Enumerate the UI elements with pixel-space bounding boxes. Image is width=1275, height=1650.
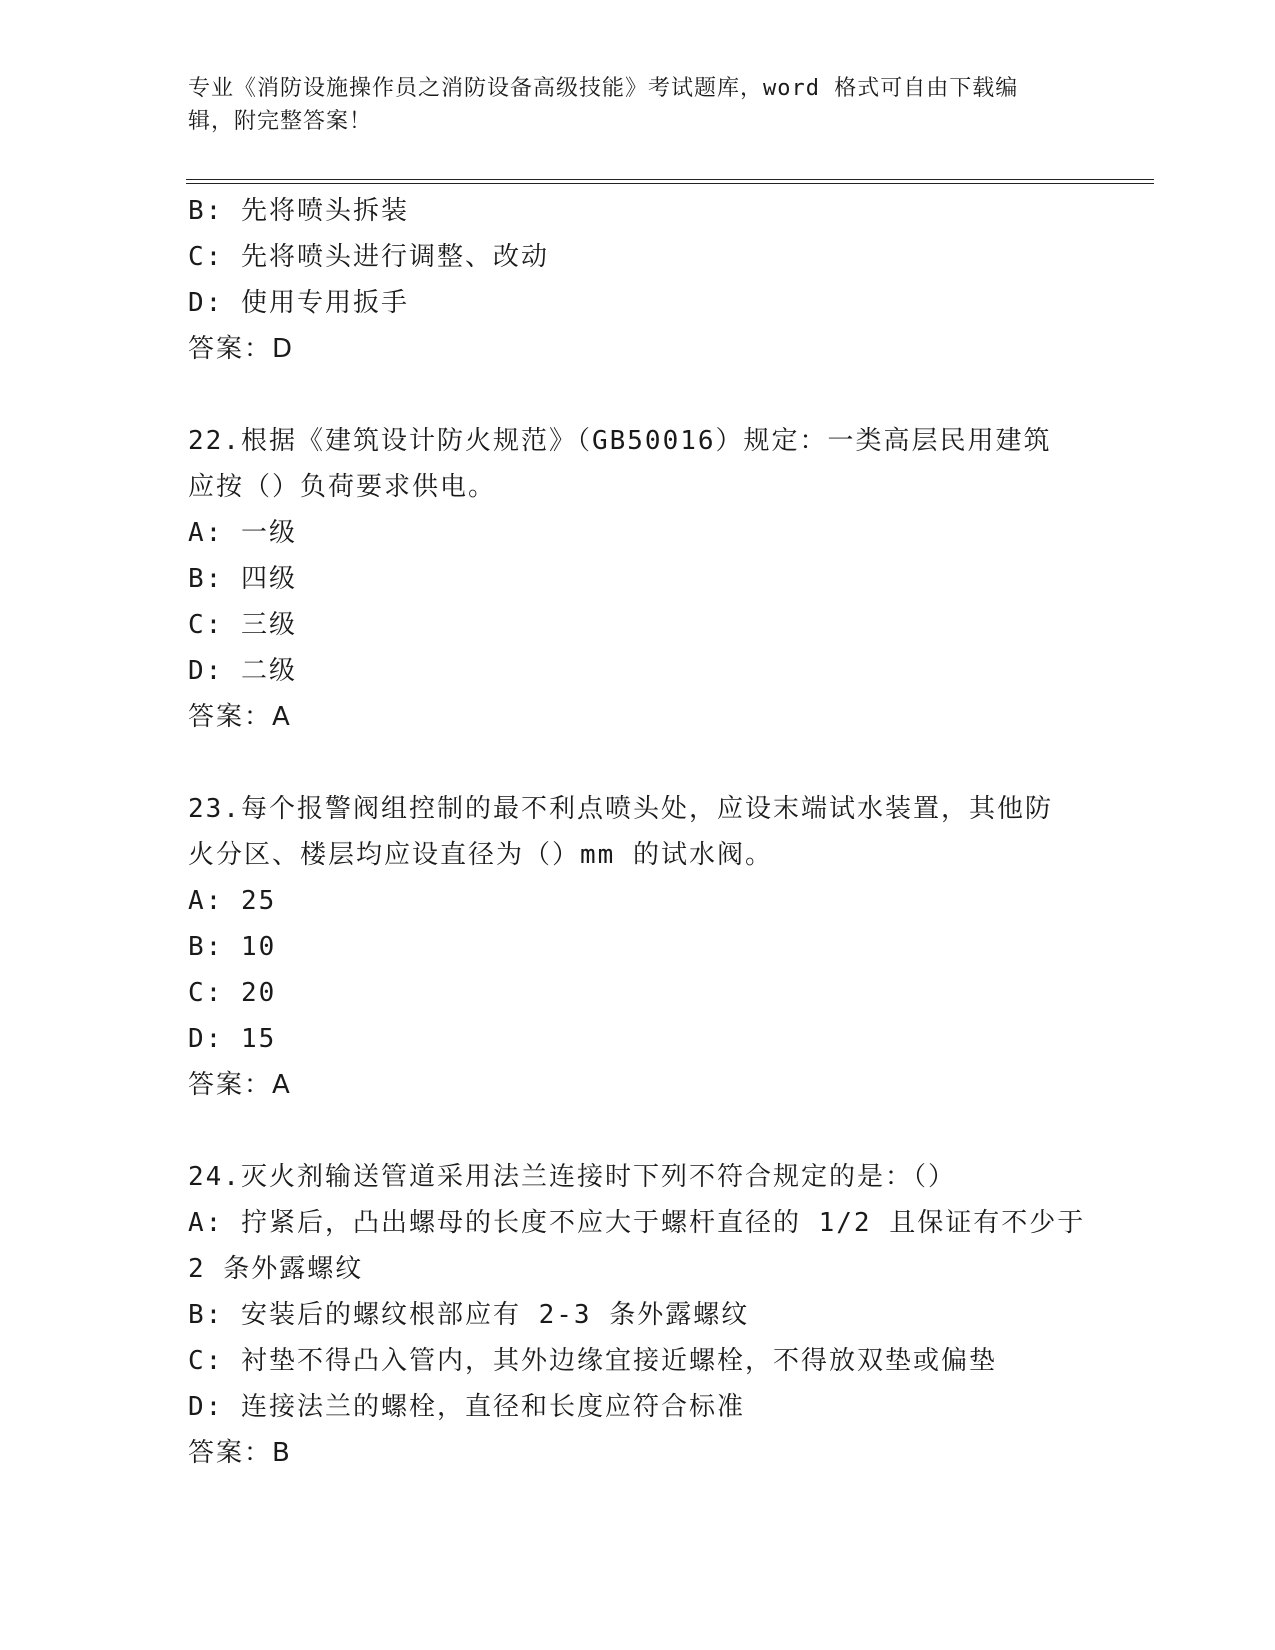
question-23 bbox=[188, 786, 1088, 1108]
question-22 bbox=[188, 418, 1088, 740]
document-header bbox=[188, 72, 1068, 138]
header-rule-top bbox=[186, 179, 1154, 180]
option-b: B: 四级 bbox=[188, 564, 297, 594]
option-b: B: 先将喷头拆装 bbox=[188, 196, 409, 226]
option-b: B: 安装后的螺纹根部应有 2-3 条外露螺纹 bbox=[188, 1300, 750, 1330]
option-a: A: 一级 bbox=[188, 518, 297, 548]
question-21-tail bbox=[188, 188, 1088, 372]
option-d: D: 连接法兰的螺栓，直径和长度应符合标准 bbox=[188, 1392, 745, 1422]
question-stem: 火分区、楼层均应设直径为（）mm 的试水阀。 bbox=[188, 840, 773, 870]
option-d: D: 15 bbox=[188, 1024, 277, 1054]
option-d: D: 使用专用扳手 bbox=[188, 288, 409, 318]
question-stem: 24.灭火剂输送管道采用法兰连接时下列不符合规定的是：（） bbox=[188, 1162, 956, 1192]
option-a-continued: 2 条外露螺纹 bbox=[188, 1254, 364, 1284]
header-rule-bottom bbox=[186, 183, 1154, 184]
question-stem: 23.每个报警阀组控制的最不利点喷头处，应设末端试水装置，其他防 bbox=[188, 794, 1053, 824]
option-c: C: 三级 bbox=[188, 610, 297, 640]
option-d: D: 二级 bbox=[188, 656, 297, 686]
option-a: A: 25 bbox=[188, 886, 277, 916]
answer: 答案：B bbox=[188, 1438, 292, 1468]
question-stem: 应按（）负荷要求供电。 bbox=[188, 472, 497, 502]
header-line-1: 专业《消防设施操作员之消防设备高级技能》考试题库，word 格式可自由下载编 bbox=[188, 76, 1019, 101]
option-a: A: 拧紧后，凸出螺母的长度不应大于螺杆直径的 1/2 且保证有不少于 bbox=[188, 1208, 1086, 1238]
option-b: B: 10 bbox=[188, 932, 277, 962]
header-line-2: 辑，附完整答案！ bbox=[188, 109, 373, 134]
option-c: C: 衬垫不得凸入管内，其外边缘宜接近螺栓，不得放双垫或偏垫 bbox=[188, 1346, 997, 1376]
answer: 答案：D bbox=[188, 334, 295, 364]
option-c: C: 先将喷头进行调整、改动 bbox=[188, 242, 549, 272]
answer: 答案：A bbox=[188, 702, 292, 732]
question-stem: 22.根据《建筑设计防火规范》（GB50016）规定：一类高层民用建筑 bbox=[188, 426, 1052, 456]
option-c: C: 20 bbox=[188, 978, 277, 1008]
question-list bbox=[188, 188, 1088, 1476]
question-24 bbox=[188, 1154, 1088, 1476]
answer: 答案：A bbox=[188, 1070, 292, 1100]
